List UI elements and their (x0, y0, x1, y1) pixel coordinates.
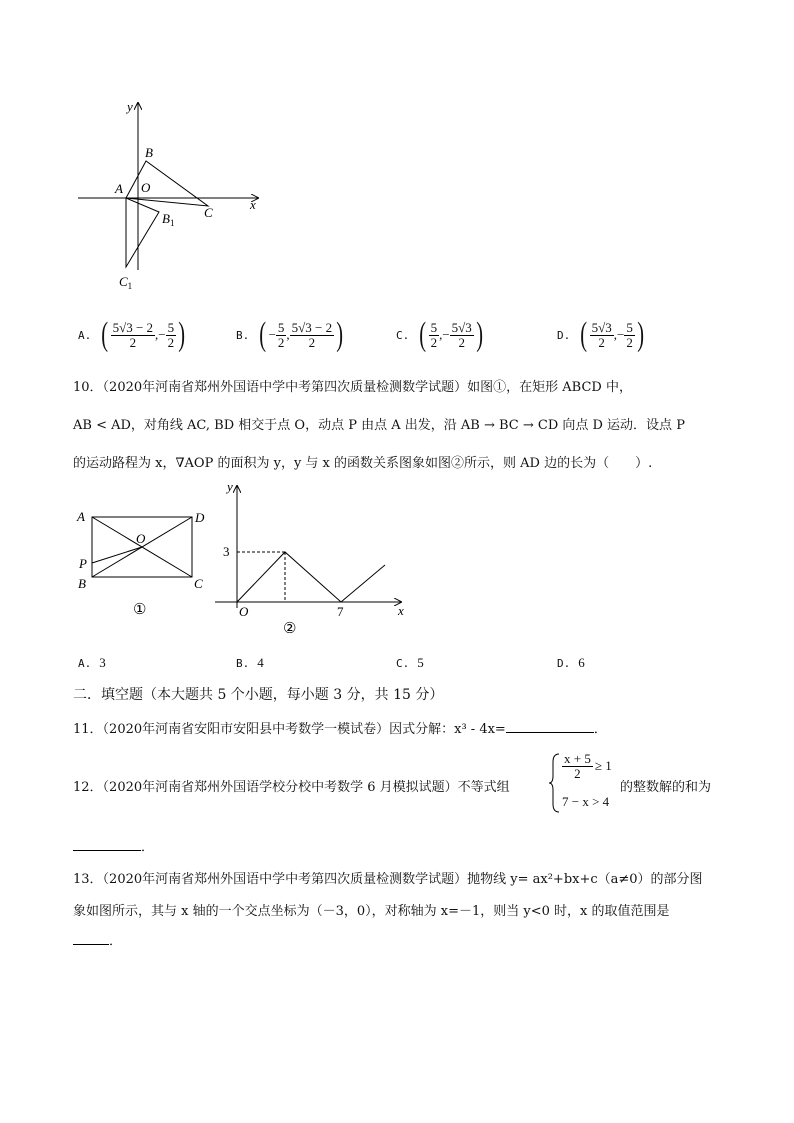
caption-1: ① (133, 602, 147, 618)
option-value: 4 (257, 655, 264, 670)
fraction (450, 321, 474, 349)
denominator: 2 (458, 334, 465, 350)
separator: , (286, 327, 290, 342)
label-o: O (136, 531, 146, 546)
q10-option-a[interactable] (78, 655, 106, 671)
separator: , (155, 327, 159, 342)
q9-figure (70, 95, 270, 295)
q11 (73, 718, 607, 737)
brace-icon (548, 752, 562, 814)
denominator: 2 (277, 334, 285, 350)
q10-line-1: 10．（2020年河南省郑州外国语中学中考第四次质量检测数学试题）如图①，在矩形 ABCD 中， (73, 380, 632, 395)
sign: − (616, 327, 625, 342)
q12-answer-line (73, 836, 154, 855)
q12-answer-blank[interactable] (73, 838, 141, 851)
q13-line-2: 象如图所示，其与 x 轴的一个交点坐标为（－3，0），对称轴为 x=－1，则当 y<0 时，x 的取值范围是 (73, 904, 670, 919)
q13-answer-line (73, 930, 122, 949)
paren-right: ) (178, 316, 186, 353)
q11-text: 11．（2020年河南省安阳市安阳县中考数学一模试卷）因式分解：x³ - 4x= (73, 722, 506, 737)
denominator: 2 (308, 334, 316, 350)
option-label: C. (396, 328, 410, 342)
q13-end: ． (109, 934, 123, 949)
option-value: 6 (578, 655, 585, 670)
inequality-2: 7 − x > 4 (562, 794, 610, 809)
paren-left: ( (259, 316, 267, 353)
segment-op (92, 547, 142, 563)
option-label: D. (557, 328, 571, 342)
q10-line-3: 的运动路程为 x，∇AOP 的面积为 y，y 与 x 的函数关系图象如图②所示，则 AD 边的长为（ ）. (73, 456, 653, 471)
label-c: C (194, 576, 203, 591)
sign: − (442, 327, 450, 342)
denominator: 2 (574, 765, 581, 781)
option-label: A. (78, 656, 92, 670)
option-label: A. (78, 328, 92, 342)
q11-end: ． (593, 722, 607, 737)
label-p: P (79, 556, 87, 571)
option-label: C. (396, 656, 410, 670)
q9-option-a[interactable] (78, 318, 187, 352)
q10-line-2: AB < AD，对角线 AC, BD 相交于点 O，动点 P 由点 A 出发，沿 AB → BC → CD 向点 D 运动．设点 P (73, 418, 685, 433)
label-b1: $B_1$ (162, 211, 175, 228)
q12-end: ． (141, 840, 155, 855)
q13-line-1: 13．（2020年河南省郑州外国语中学中考第四次质量检测数学试题）抛物线 y= ax²+bx+c（a≠0）的部分图 (73, 872, 703, 887)
fraction (166, 321, 177, 349)
caption-2: ② (283, 621, 297, 637)
q11-answer-blank[interactable] (506, 720, 594, 733)
separator: , (439, 327, 443, 342)
label-b: B (145, 145, 153, 160)
q10-option-b[interactable] (236, 655, 264, 671)
inequality-1 (562, 752, 612, 780)
numerator: 5 (626, 319, 633, 335)
paren-left: ( (101, 316, 109, 353)
paren-right: ) (336, 316, 344, 353)
numerator: 5 (167, 319, 175, 335)
denominator: 2 (167, 334, 175, 350)
label-d: D (195, 510, 205, 525)
fraction (562, 752, 593, 780)
fraction (111, 321, 155, 349)
label-o: O (141, 180, 151, 195)
numerator: x + 5 (564, 751, 591, 766)
q12-inequality-system (548, 752, 628, 814)
numerator: 5 (277, 319, 285, 335)
label-y: y (127, 99, 133, 114)
fraction (429, 319, 443, 350)
q12-text: 12．（2020年河南省郑州外国语学校分校中考数学 6 月模拟试题）不等式组 (73, 780, 510, 795)
label-b: B (78, 576, 86, 591)
triangle-ab1c1 (126, 198, 159, 267)
option-label: D. (557, 656, 571, 670)
option-label: B. (236, 656, 250, 670)
numerator: 5 (430, 319, 438, 335)
fraction (624, 321, 635, 349)
denominator: 2 (430, 334, 438, 350)
paren-right: ) (637, 316, 644, 353)
label-x: x (398, 603, 404, 618)
function-graph (237, 552, 385, 602)
fraction (590, 321, 614, 349)
denominator: 2 (129, 334, 137, 350)
q12-after: 的整数解的和为 (620, 780, 712, 795)
label-o: O (239, 604, 249, 619)
numerator: 5√3 (591, 319, 612, 335)
tick-3: 3 (223, 544, 230, 559)
numerator: 5√3 − 2 (291, 319, 333, 335)
q9-option-c[interactable] (396, 318, 485, 352)
q10-option-d[interactable] (557, 655, 585, 671)
option-value: 5 (417, 655, 424, 670)
label-c: C (204, 205, 213, 220)
q9-option-b[interactable] (236, 318, 345, 352)
fraction (290, 321, 334, 349)
q10-figure-2 (205, 478, 415, 638)
paren-left: ( (419, 316, 427, 353)
q9-option-d[interactable] (557, 318, 646, 352)
sign: − (268, 327, 276, 342)
section-heading: 二．填空题（本大题共 5 个小题，每小题 3 分，共 15 分） (73, 687, 444, 703)
option-value: 3 (99, 655, 106, 670)
numerator: 5√3 (451, 319, 472, 335)
option-label: B. (236, 328, 250, 342)
label-a: A (115, 181, 123, 196)
inequality-rhs: ≥ 1 (594, 758, 612, 774)
q10-figure-1 (72, 505, 212, 620)
label-a: A (77, 509, 85, 524)
label-y: y (227, 479, 233, 494)
numerator: 5√3 − 2 (112, 319, 154, 335)
tick-7: 7 (337, 604, 344, 619)
fraction (276, 319, 290, 350)
q10-option-c[interactable] (396, 655, 424, 671)
label-x: x (250, 197, 256, 212)
paren-right: ) (476, 316, 483, 353)
paren-left: ( (580, 316, 588, 353)
sign: − (158, 327, 166, 342)
separator: , (613, 327, 617, 342)
q13-answer-blank[interactable] (73, 932, 109, 945)
denominator: 2 (598, 334, 605, 350)
label-c1: $C_1$ (119, 274, 133, 291)
denominator: 2 (626, 334, 633, 350)
